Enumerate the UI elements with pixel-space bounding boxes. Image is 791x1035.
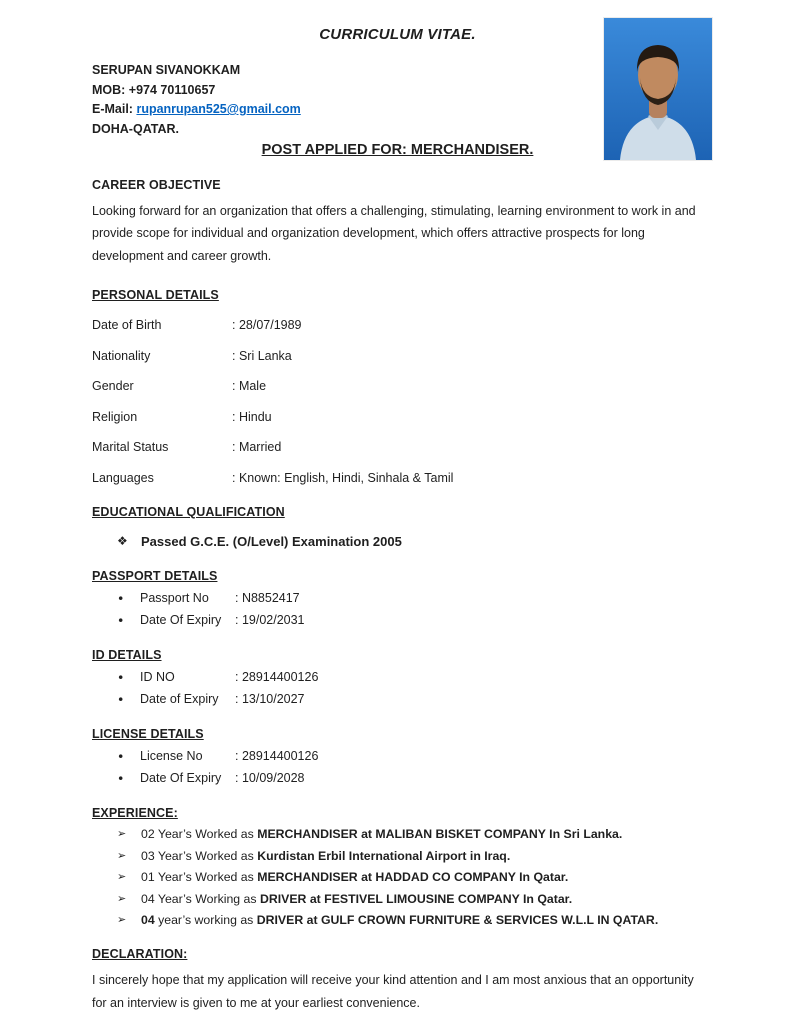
detail-label: Gender: [92, 379, 134, 394]
detail-value: : 28914400126: [235, 748, 319, 763]
declaration-heading: DECLARATION:: [92, 947, 188, 962]
license-details-list: [92, 749, 703, 786]
dot-bullet-icon: •: [117, 748, 125, 764]
experience-heading: EXPERIENCE:: [92, 805, 178, 820]
experience-item: [92, 870, 703, 884]
id-details-heading: ID DETAILS: [92, 647, 162, 662]
detail-value: : Sri Lanka: [232, 348, 292, 363]
detail-value: : 10/09/2028: [235, 770, 305, 785]
id-details-list: [92, 670, 703, 707]
license-details-heading: LICENSE DETAILS: [92, 726, 204, 741]
detail-value: : N8852417: [235, 590, 300, 605]
id-detail-row: [92, 692, 703, 707]
arrow-bullet-icon: ➢: [117, 848, 127, 862]
experience-list: [92, 827, 703, 927]
detail-label: ID NO: [140, 669, 175, 684]
arrow-bullet-icon: ➢: [117, 891, 127, 905]
detail-value: : 13/10/2027: [235, 691, 305, 706]
personal-detail-row: [92, 349, 703, 363]
license-detail-row: [92, 749, 703, 764]
personal-details-list: [92, 318, 703, 485]
email-link[interactable]: rupanrupan525@gmail.com: [136, 102, 301, 116]
page-title: CURRICULUM VITAE.: [319, 26, 476, 43]
dot-bullet-icon: •: [117, 612, 125, 628]
contact-location: DOHA-QATAR.: [92, 121, 180, 136]
detail-value: : 28914400126: [235, 669, 319, 684]
diamond-bullet-icon: ❖: [117, 533, 128, 548]
experience-text: 02 Year’s Worked as MERCHANDISER at MALIBAN BISKET COMPANY In Sri Lanka.: [141, 827, 623, 842]
education-item: [92, 534, 703, 549]
detail-label: Nationality: [92, 348, 151, 363]
education-heading: EDUCATIONAL QUALIFICATION: [92, 504, 285, 519]
personal-detail-row: [92, 471, 703, 485]
detail-label: Languages: [92, 470, 154, 485]
detail-label: Passport No: [140, 590, 209, 605]
experience-text: 04 year’s working as DRIVER at GULF CROWN FURNITURE & SERVICES W.L.L IN QATAR.: [141, 913, 659, 928]
detail-label: Religion: [92, 409, 138, 424]
personal-detail-row: [92, 410, 703, 424]
license-detail-row: [92, 771, 703, 786]
passport-details-list: [92, 591, 703, 628]
career-objective-heading: CAREER OBJECTIVE: [92, 177, 221, 192]
contact-name: SERUPAN SIVANOKKAM: [92, 63, 241, 77]
detail-value: : Male: [232, 379, 267, 394]
detail-label: Marital Status: [92, 440, 169, 455]
detail-value: : Known: English, Hindi, Sinhala & Tamil: [232, 470, 454, 485]
personal-detail-row: [92, 440, 703, 454]
detail-value: : 19/02/2031: [235, 612, 305, 627]
id-detail-row: [92, 670, 703, 685]
detail-label: Date Of Expiry: [140, 770, 222, 785]
career-objective-text: Looking forward for an organization that offers a challenging, stimulating, learning environment to work in and provide scope for individual and organization development, which offers attractive prospects for long development and career growth.: [92, 203, 696, 263]
dot-bullet-icon: •: [117, 590, 125, 606]
email-label: E-Mail:: [92, 102, 137, 116]
passport-details-heading: PASSPORT DETAILS: [92, 568, 218, 583]
detail-value: : 28/07/1989: [232, 318, 302, 333]
profile-photo-image: [604, 18, 712, 160]
declaration-text: I sincerely hope that my application will receive your kind attention and I am most anxious that an opportunity for an interview is given to me at your earliest convenience.: [92, 973, 694, 1010]
experience-item: [92, 827, 703, 841]
detail-label: License No: [140, 748, 203, 763]
dot-bullet-icon: •: [117, 770, 125, 786]
detail-label: Date Of Expiry: [140, 612, 222, 627]
dot-bullet-icon: •: [117, 691, 125, 707]
dot-bullet-icon: •: [117, 669, 125, 685]
arrow-bullet-icon: ➢: [117, 827, 127, 841]
profile-photo: [604, 18, 712, 160]
experience-item: [92, 913, 703, 927]
post-applied-heading: POST APPLIED FOR: MERCHANDISER.: [261, 141, 534, 158]
experience-text: 03 Year’s Worked as Kurdistan Erbil International Airport in Iraq.: [141, 848, 511, 863]
detail-label: Date of Expiry: [140, 691, 219, 706]
contact-mobile: MOB: +974 70110657: [92, 82, 216, 97]
detail-value: : Married: [232, 440, 282, 455]
personal-detail-row: [92, 379, 703, 393]
arrow-bullet-icon: ➢: [117, 913, 127, 927]
passport-detail-row: [92, 613, 703, 628]
personal-details-heading: PERSONAL DETAILS: [92, 287, 219, 302]
arrow-bullet-icon: ➢: [117, 870, 127, 884]
detail-label: Date of Birth: [92, 318, 162, 333]
passport-detail-row: [92, 591, 703, 606]
experience-text: 01 Year’s Worked as MERCHANDISER at HADDAD CO COMPANY In Qatar.: [141, 870, 569, 885]
experience-item: [92, 849, 703, 863]
education-item-text: Passed G.C.E. (O/Level) Examination 2005: [141, 533, 402, 549]
personal-detail-row: [92, 318, 703, 332]
experience-item: [92, 892, 703, 906]
experience-text: 04 Year’s Working as DRIVER at FESTIVEL LIMOUSINE COMPANY In Qatar.: [141, 891, 573, 906]
detail-value: : Hindu: [232, 409, 272, 424]
